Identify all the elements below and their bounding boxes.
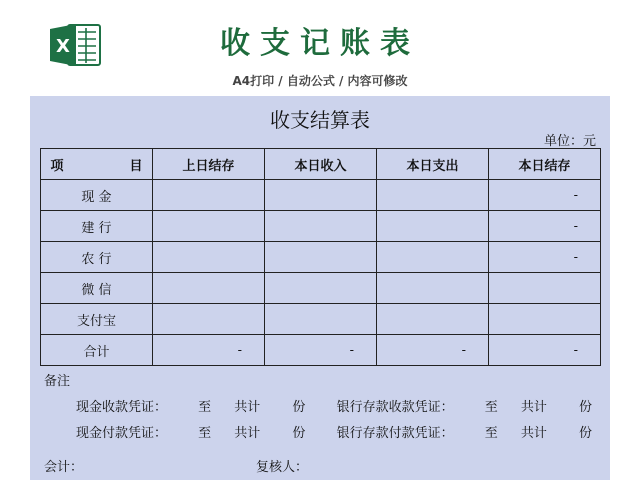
header-item-right: 目 xyxy=(129,158,143,174)
table-cell[interactable] xyxy=(489,304,601,335)
row-name-label: 现 金 xyxy=(81,189,112,205)
row-name-abc[interactable] xyxy=(41,242,153,273)
ledger-sheet xyxy=(30,96,610,480)
voucher-parts-bank: 份 xyxy=(578,426,592,441)
voucher-to: 至 xyxy=(198,400,212,415)
row-name-label: 建 行 xyxy=(81,220,112,236)
banner-title: 收支记账表 xyxy=(220,26,420,61)
ledger-table xyxy=(40,148,601,366)
table-row xyxy=(41,242,601,273)
voucher-total-bank: 共计 xyxy=(520,426,547,441)
row-name-alipay[interactable] xyxy=(41,304,153,335)
table-cell[interactable] xyxy=(377,273,489,304)
row-name-ccb[interactable] xyxy=(41,211,153,242)
table-cell[interactable] xyxy=(265,180,377,211)
voucher-label[interactable]: 现金付款凭证： xyxy=(76,426,168,441)
table-row-total xyxy=(41,335,601,366)
table-cell[interactable] xyxy=(377,242,489,273)
table-cell[interactable] xyxy=(153,242,265,273)
table-cell[interactable] xyxy=(153,304,265,335)
voucher-label-bank[interactable]: 银行存款付款凭证： xyxy=(336,426,454,441)
header-cell-item[interactable] xyxy=(41,149,153,180)
table-cell[interactable]: - xyxy=(489,242,601,273)
table-cell[interactable] xyxy=(265,273,377,304)
voucher-to-bank: 至 xyxy=(484,426,498,441)
header-cell-balance[interactable]: 本日结存 xyxy=(489,149,601,180)
table-cell[interactable]: - xyxy=(489,335,601,366)
table-cell[interactable]: - xyxy=(377,335,489,366)
reviewer-label[interactable]: 复核人： xyxy=(256,460,309,475)
table-cell[interactable] xyxy=(377,211,489,242)
table-cell[interactable] xyxy=(265,242,377,273)
table-cell[interactable] xyxy=(265,211,377,242)
voucher-label-bank[interactable]: 银行存款收款凭证： xyxy=(336,400,454,415)
table-cell[interactable] xyxy=(153,180,265,211)
table-cell[interactable]: - xyxy=(489,180,601,211)
voucher-parts-bank: 份 xyxy=(578,400,592,415)
table-cell[interactable]: - xyxy=(265,335,377,366)
header-item-left: 项 xyxy=(50,158,130,174)
accountant-label[interactable]: 会计： xyxy=(44,460,84,475)
header-cell-expense[interactable]: 本日支出 xyxy=(377,149,489,180)
table-cell[interactable] xyxy=(377,180,489,211)
voucher-total-bank: 共计 xyxy=(520,400,547,415)
table-cell[interactable] xyxy=(265,304,377,335)
sheet-title[interactable]: 收支结算表 xyxy=(270,108,370,132)
header-cell-income[interactable]: 本日收入 xyxy=(265,149,377,180)
row-name-label: 农 行 xyxy=(81,251,112,267)
table-cell[interactable]: - xyxy=(489,211,601,242)
row-name-total[interactable] xyxy=(41,335,153,366)
table-row xyxy=(41,273,601,304)
voucher-line-payments xyxy=(76,422,619,441)
voucher-parts: 份 xyxy=(292,426,306,441)
table-header-row xyxy=(41,149,601,180)
table-cell[interactable] xyxy=(153,211,265,242)
header-cell-prev-balance[interactable]: 上日结存 xyxy=(153,149,265,180)
excel-logo-letter: X xyxy=(56,36,70,57)
row-name-label: 支付宝 xyxy=(76,313,116,329)
table-cell[interactable]: - xyxy=(153,335,265,366)
row-name-label: 微 信 xyxy=(81,282,112,298)
banner-subtitle: A4打印 / 自动公式 / 内容可修改 xyxy=(232,74,408,88)
table-cell[interactable] xyxy=(489,273,601,304)
table-row xyxy=(41,304,601,335)
table-row xyxy=(41,180,601,211)
table-cell[interactable] xyxy=(153,273,265,304)
row-name-cash[interactable] xyxy=(41,180,153,211)
row-name-wechat[interactable] xyxy=(41,273,153,304)
voucher-total: 共计 xyxy=(234,426,261,441)
voucher-to-bank: 至 xyxy=(484,400,498,415)
voucher-label[interactable]: 现金收款凭证： xyxy=(76,400,168,415)
banner xyxy=(0,0,640,96)
table-row xyxy=(41,211,601,242)
table-cell[interactable] xyxy=(377,304,489,335)
voucher-to: 至 xyxy=(198,426,212,441)
voucher-line-receipts xyxy=(76,396,619,415)
voucher-total: 共计 xyxy=(234,400,261,415)
row-name-label: 合计 xyxy=(83,344,110,360)
unit-label[interactable]: 单位：元 xyxy=(543,134,596,149)
notes-label[interactable]: 备注 xyxy=(44,374,71,389)
voucher-parts: 份 xyxy=(292,400,306,415)
